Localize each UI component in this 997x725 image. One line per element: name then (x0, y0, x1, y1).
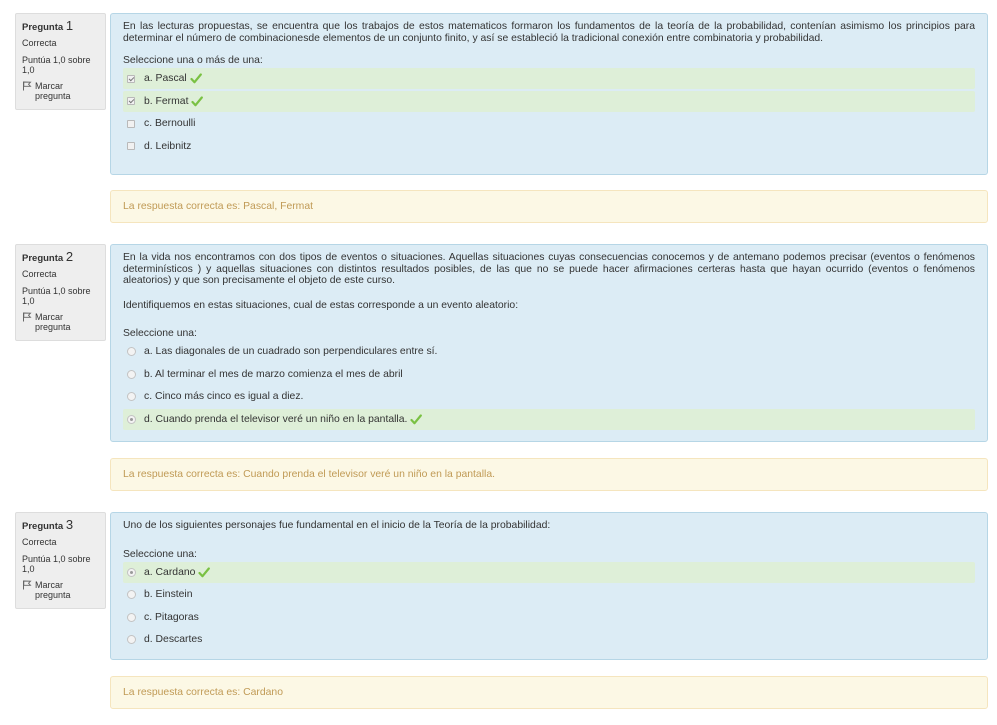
question-text (123, 252, 975, 311)
flag-question-link[interactable] (22, 81, 99, 101)
checkbox[interactable] (127, 75, 135, 83)
option-label: b. Einstein (144, 589, 193, 600)
question-label: Pregunta (22, 253, 64, 264)
answer-prompt: Seleccione una: (123, 548, 197, 560)
question-text-paragraph: En las lecturas propuestas, se encuentra que los trabajos de estos matematicos formaron los fundamentos de la teoría de la probabilidad, contenían asimismo los principios para determinar el número de combinacionesde elementos de un conjunto finito, y así se estableció la tradicional conexión entre combinatoria y probabilidad. (123, 21, 975, 44)
check-icon (190, 73, 202, 84)
flag-icon (22, 312, 32, 322)
answer-options (123, 68, 975, 157)
check-icon (410, 414, 422, 425)
option-d[interactable] (123, 136, 975, 157)
checkbox[interactable] (127, 120, 135, 128)
question-state: Correcta (22, 537, 57, 547)
question-text (123, 520, 975, 532)
question-formulation (110, 512, 988, 660)
option-label: c. Bernoulli (144, 118, 196, 129)
checkbox[interactable] (127, 142, 135, 150)
feedback-text: La respuesta correcta es: Cardano (123, 687, 283, 698)
correct-answer-feedback (110, 676, 988, 709)
question-num: 1 (65, 18, 74, 33)
feedback-text: La respuesta correcta es: Cuando prenda el televisor veré un niño en la pantalla. (123, 469, 495, 480)
question-label: Pregunta (22, 22, 64, 33)
option-label: c. Pitagoras (144, 611, 199, 623)
question-text-paragraph: Identifiquemos en estas situaciones, cual de estas corresponde a un evento aleatorio: (123, 299, 519, 311)
correct-answer-feedback (110, 458, 988, 491)
flag-label: Marcar pregunta (35, 580, 71, 600)
flag-icon (22, 81, 32, 91)
option-label: b. Fermat (144, 95, 189, 107)
question-info (15, 244, 106, 341)
answer-options (123, 341, 975, 430)
answer-options (123, 562, 975, 651)
option-a[interactable] (123, 562, 975, 583)
question-num: 2 (65, 249, 74, 264)
option-d[interactable] (123, 409, 975, 430)
answer-prompt: Seleccione una o más de una: (123, 55, 263, 66)
option-d[interactable] (123, 629, 975, 650)
question-text-paragraph: En la vida nos encontramos con dos tipos de eventos o situaciones. Aquellas situaciones cuyas consecuencias conocemos y de antemano podemos precisar (eventos o fenómenos determinísticos ) y aquellas situaciones con distintos resultados posibles, de las que no se puede hacer afirmaciones certeras hasta que hayan ocurrido (eventos o fenómenos aleatorios) y que son precisamente el objeto de este curso. (123, 252, 975, 286)
option-a[interactable] (123, 68, 975, 89)
answer-prompt: Seleccione una: (123, 328, 197, 339)
option-b[interactable] (123, 584, 975, 605)
checkbox[interactable] (127, 97, 135, 105)
radio-button[interactable] (127, 370, 136, 379)
option-c[interactable] (123, 113, 975, 134)
option-label: a. Las diagonales de un cuadrado son perpendiculares entre sí. (144, 346, 438, 357)
flag-label: Marcar pregunta (35, 81, 71, 101)
option-b[interactable] (123, 364, 975, 385)
option-label: a. Pascal (144, 73, 187, 84)
radio-button[interactable] (127, 392, 136, 401)
flag-label: Marcar pregunta (35, 312, 71, 332)
question-num: 3 (65, 517, 74, 532)
question-info (15, 512, 106, 609)
option-c[interactable] (123, 386, 975, 407)
question-number (22, 517, 99, 532)
option-b[interactable] (123, 91, 975, 112)
radio-button[interactable] (127, 635, 136, 644)
radio-button[interactable] (127, 568, 136, 577)
flag-icon (22, 580, 32, 590)
option-label: d. Leibnitz (144, 140, 192, 152)
radio-button[interactable] (127, 415, 136, 424)
question-state: Correcta (22, 38, 57, 48)
radio-button[interactable] (127, 347, 136, 356)
feedback-text: La respuesta correcta es: Pascal, Fermat (123, 201, 313, 212)
question-grade: Puntúa 1,0 sobre 1,0 (22, 55, 91, 75)
option-a[interactable] (123, 341, 975, 362)
flag-question-link[interactable] (22, 580, 99, 600)
question-grade: Puntúa 1,0 sobre 1,0 (22, 554, 91, 574)
option-label: d. Descartes (144, 634, 203, 645)
question-number (22, 249, 99, 264)
question-info (15, 13, 106, 110)
question-text-paragraph: Uno de los siguientes personajes fue fundamental en el inicio de la Teoría de la probabilidad: (123, 520, 551, 531)
radio-button[interactable] (127, 613, 136, 622)
question-grade: Puntúa 1,0 sobre 1,0 (22, 286, 91, 306)
question-formulation (110, 244, 988, 442)
option-c[interactable] (123, 607, 975, 628)
option-label: d. Cuando prenda el televisor veré un niño en la pantalla. (144, 413, 408, 425)
option-label: b. Al terminar el mes de marzo comienza el mes de abril (144, 368, 403, 380)
option-label: c. Cinco más cinco es igual a diez. (144, 391, 304, 402)
question-state: Correcta (22, 269, 57, 279)
question-number (22, 18, 99, 33)
correct-answer-feedback (110, 190, 988, 223)
flag-question-link[interactable] (22, 312, 99, 332)
check-icon (191, 96, 203, 107)
question-formulation (110, 13, 988, 175)
question-text (123, 21, 975, 44)
radio-button[interactable] (127, 590, 136, 599)
check-icon (198, 567, 210, 578)
option-label: a. Cardano (144, 566, 196, 578)
question-label: Pregunta (22, 521, 64, 532)
